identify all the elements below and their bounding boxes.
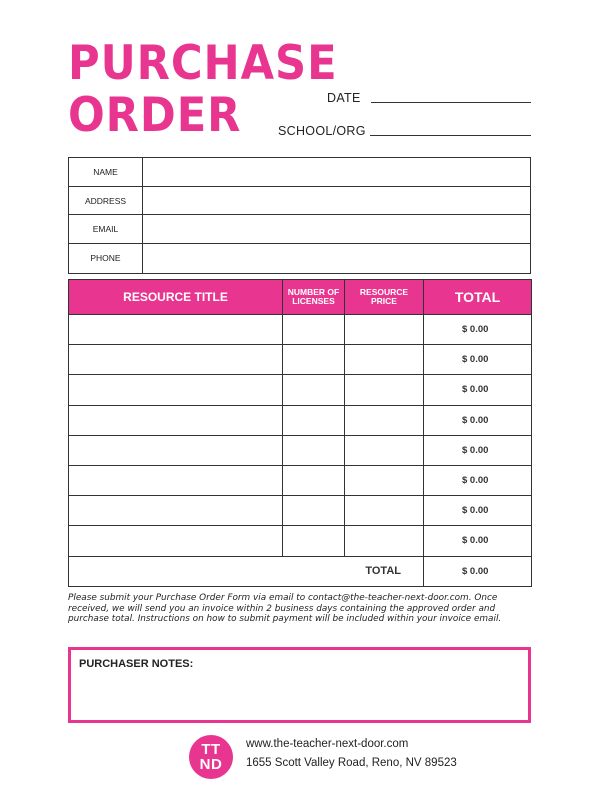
- price-cell[interactable]: [345, 315, 424, 345]
- row-total-cell: $ 0.00: [424, 405, 532, 435]
- licenses-cell[interactable]: [283, 375, 345, 405]
- info-row-phone: [69, 244, 530, 273]
- price-cell[interactable]: [345, 405, 424, 435]
- header-licenses-line-1: NUMBER OF: [287, 287, 340, 298]
- resource-title-cell[interactable]: [69, 315, 283, 345]
- resource-title-cell[interactable]: [69, 526, 283, 556]
- email-field[interactable]: [143, 215, 530, 243]
- row-total-cell: $ 0.00: [424, 345, 532, 375]
- ttnd-logo: [189, 735, 233, 779]
- grand-total-row: [69, 556, 532, 586]
- resource-title-cell[interactable]: [69, 496, 283, 526]
- licenses-cell[interactable]: [283, 496, 345, 526]
- resource-title-cell[interactable]: [69, 375, 283, 405]
- price-cell[interactable]: [345, 345, 424, 375]
- info-row-name: [69, 158, 530, 187]
- submission-instructions: Please submit your Purchase Order Form via email to contact@the-teacher-next-door.com. Once received, we will send you an invoice within 2 business days containing the approved order and purchase total. Instructions on how to submit payment will be included within your invoice email.: [68, 593, 502, 625]
- table-row: [69, 315, 532, 345]
- logo-line-1: TT: [201, 741, 221, 758]
- header-price-line-1: RESOURCE: [359, 287, 409, 298]
- phone-field[interactable]: [143, 244, 530, 273]
- table-row: [69, 526, 532, 556]
- address-field[interactable]: [143, 187, 530, 215]
- row-total-cell: $ 0.00: [424, 315, 532, 345]
- logo-line-2: ND: [199, 756, 223, 773]
- header-licenses-line-2: LICENSES: [292, 296, 335, 306]
- table-row: [69, 435, 532, 465]
- info-row-email: [69, 215, 530, 244]
- school-label: SCHOOL/ORG: [278, 124, 366, 138]
- price-cell[interactable]: [345, 465, 424, 495]
- purchaser-notes-label: PURCHASER NOTES:: [79, 658, 194, 670]
- price-cell[interactable]: [345, 526, 424, 556]
- header-price-line-2: PRICE: [371, 296, 397, 306]
- row-total-cell: $ 0.00: [424, 496, 532, 526]
- licenses-cell[interactable]: [283, 405, 345, 435]
- price-cell[interactable]: [345, 375, 424, 405]
- contact-info-table: [68, 157, 531, 274]
- grand-total-label: TOTAL: [69, 556, 424, 586]
- resource-title-cell[interactable]: [69, 435, 283, 465]
- date-field[interactable]: [371, 102, 531, 103]
- footer-address: 1655 Scott Valley Road, Reno, NV 89523: [246, 757, 457, 769]
- resource-title-cell[interactable]: [69, 465, 283, 495]
- header-number-of-licenses: [283, 280, 345, 315]
- purchaser-notes-box[interactable]: [68, 647, 531, 723]
- header-resource-price: [345, 280, 424, 315]
- title-line-2: ORDER: [68, 88, 242, 143]
- header-total: TOTAL: [424, 280, 532, 315]
- table-row: [69, 405, 532, 435]
- licenses-cell[interactable]: [283, 526, 345, 556]
- name-field[interactable]: [143, 158, 530, 186]
- table-row: [69, 345, 532, 375]
- email-label: EMAIL: [69, 215, 143, 243]
- licenses-cell[interactable]: [283, 465, 345, 495]
- table-row: [69, 465, 532, 495]
- resource-title-cell[interactable]: [69, 345, 283, 375]
- header-resource-title: RESOURCE TITLE: [69, 280, 283, 315]
- table-row: [69, 375, 532, 405]
- title-line-1: PURCHASE: [68, 36, 338, 91]
- licenses-cell[interactable]: [283, 345, 345, 375]
- price-cell[interactable]: [345, 435, 424, 465]
- footer-website: www.the-teacher-next-door.com: [246, 738, 409, 750]
- row-total-cell: $ 0.00: [424, 526, 532, 556]
- resource-title-cell[interactable]: [69, 405, 283, 435]
- info-row-address: [69, 187, 530, 216]
- resources-table: [68, 279, 532, 587]
- row-total-cell: $ 0.00: [424, 465, 532, 495]
- date-label: DATE: [327, 91, 361, 105]
- row-total-cell: $ 0.00: [424, 375, 532, 405]
- table-row: [69, 496, 532, 526]
- name-label: NAME: [69, 158, 143, 186]
- licenses-cell[interactable]: [283, 315, 345, 345]
- school-field[interactable]: [370, 135, 531, 136]
- address-label: ADDRESS: [69, 187, 143, 215]
- row-total-cell: $ 0.00: [424, 435, 532, 465]
- licenses-cell[interactable]: [283, 435, 345, 465]
- price-cell[interactable]: [345, 496, 424, 526]
- table-header-row: [69, 280, 532, 315]
- phone-label: PHONE: [69, 244, 143, 273]
- grand-total-value: $ 0.00: [424, 556, 532, 586]
